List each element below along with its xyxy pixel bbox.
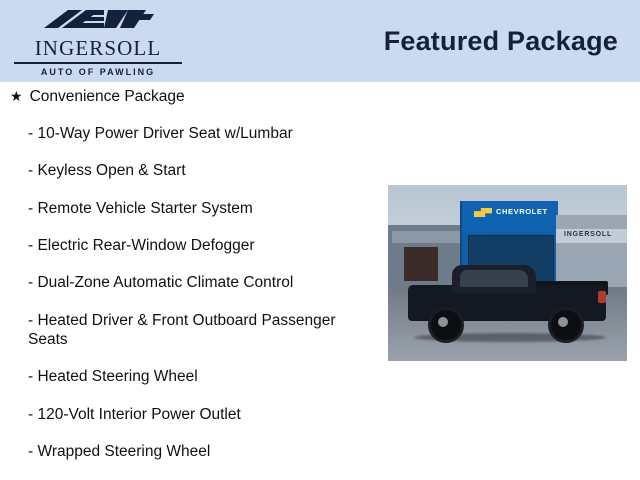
photo-truck-front-wheel (428, 307, 464, 343)
list-item: - Wrapped Steering Wheel (28, 443, 211, 461)
photo-showroom-facade (462, 201, 558, 231)
star-icon: ★ (10, 88, 23, 104)
vehicle-photo (388, 185, 627, 361)
brand-name: INGERSOLL (34, 35, 162, 60)
photo-truck-taillight (598, 291, 606, 303)
package-feature-list (10, 88, 380, 462)
list-item: - Dual-Zone Automatic Climate Control (28, 274, 294, 292)
dealer-logo (14, 6, 182, 77)
photo-left-building-window (392, 231, 460, 243)
photo-dealer-sign: CHEVROLET (496, 207, 548, 216)
photo-building-sign: INGERSOLL (564, 231, 613, 238)
list-item: - Keyless Open & Start (28, 162, 186, 180)
brand-subtitle: AUTO OF PAWLING (40, 66, 156, 77)
photo-truck-rear-wheel (548, 307, 584, 343)
package-title: Convenience Package (29, 88, 185, 105)
page-title: Featured Package (383, 25, 618, 56)
chevrolet-bowtie-icon (474, 208, 492, 217)
list-item: - Heated Driver & Front Outboard Passenger Seats (28, 311, 336, 349)
photo-truck (402, 259, 614, 343)
brand-divider (14, 62, 182, 64)
package-title-row (10, 88, 380, 106)
list-item: - Remote Vehicle Starter System (28, 199, 253, 217)
list-item: - Heated Steering Wheel (28, 368, 198, 386)
photo-truck-glass (460, 270, 528, 287)
list-item: - 120-Volt Interior Power Outlet (28, 405, 241, 423)
header-banner (0, 0, 640, 82)
list-item: - 10-Way Power Driver Seat w/Lumbar (28, 124, 293, 142)
content-area (0, 82, 640, 480)
ingersoll-chevron-logo-icon (42, 8, 154, 34)
list-item: - Electric Rear-Window Defogger (28, 236, 255, 254)
